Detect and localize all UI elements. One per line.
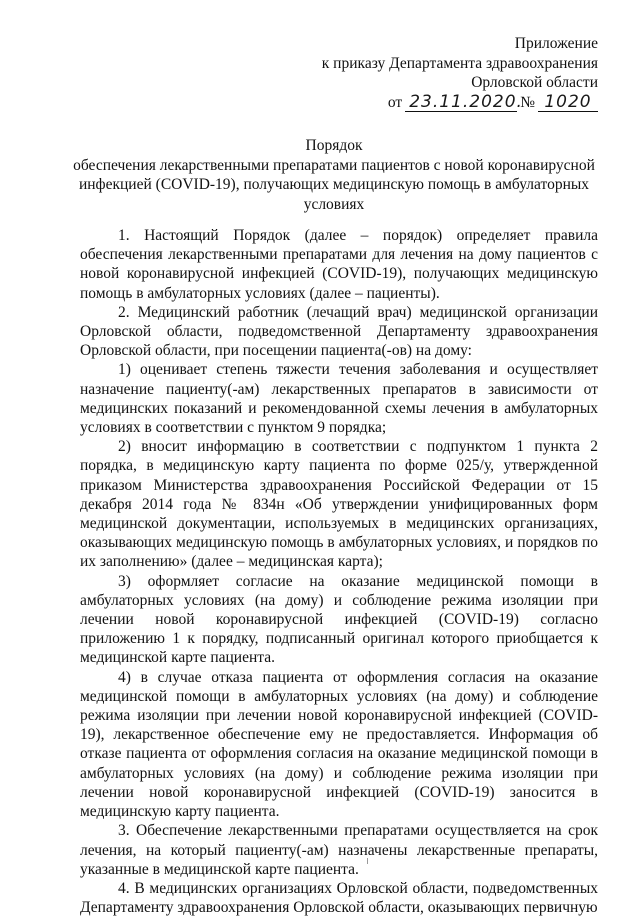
- annex-line-3: Орловской области: [471, 74, 598, 91]
- annex-line-2: к приказу Департамента здравоохранения: [321, 54, 598, 72]
- scan-artifact: [367, 858, 368, 864]
- paragraph-4: 4. В медицинских организациях Орловской области, подведомственных Департаменту здравоохранения Орловской области, оказывающих первичную: [80, 879, 598, 917]
- annex-date-line: [258, 93, 598, 113]
- document-title: [70, 136, 598, 214]
- annex-header: [258, 34, 598, 112]
- document-body: [80, 226, 598, 917]
- paragraph-2-4: 4) в случае отказа пациента от оформления согласия на оказание медицинской помощи в амбулаторных условиях (на дому) и соблюдение режима изоляции при лечении новой коронавирусной инфекцией (COVID-19), лекарственное обеспечение ему не предоставляется. Информация об отказе пациента от оформления согласия на оказание медицинской помощи в амбулаторных условиях (на дому) и соблюдение режима изоляции при лечении новой коронавирусной инфекцией (COVID-19) заносится в медицинскую карту пациента.: [80, 668, 598, 821]
- paragraph-3: 3. Обеспечение лекарственными препаратами осуществляется на срок лечения, на который пациенту(-ам) назначены лекарственные препараты, указанные в медицинской карте пациента.: [80, 822, 598, 878]
- paragraph-2-1: 1) оценивает степень тяжести течения заболевания и осуществляет назначение пациенту(-ам) лекарственных препаратов в зависимости от медицинских показаний и рекомендованной схемы лечения в амбулаторных условиях в соответствии с пунктом 9 порядка;: [80, 361, 598, 437]
- paragraph-1: 1. Настоящий Порядок (далее – порядок) определяет правила обеспечения лекарственными препаратами для лечения на дому пациентов с новой коронавирусной инфекцией (COVID-19), получающих медицинскую помощь в амбулаторных условиях (далее – пациенты).: [80, 227, 598, 302]
- number-prefix: №: [520, 93, 535, 111]
- title-line-1: Порядок: [305, 137, 363, 154]
- date-prefix: от: [387, 93, 403, 111]
- paragraph-2: 2. Медицинский работник (лечащий врач) медицинской организации Орловской области, подведомственной Департаменту здравоохранения Орловской области, при посещении пациента(-ов) на дому:: [80, 303, 598, 360]
- annex-line-1: Приложение: [514, 35, 598, 52]
- paragraph-2-3: 3) оформляет согласие на оказание медицинской помощи в амбулаторных условиях (на дому) и соблюдение режима изоляции при лечении новой коронавирусной инфекцией (COVID-19) согласно приложению 1 к порядку, подписанный оригинал которого приобщается к медицинской карте пациента.: [80, 572, 598, 667]
- title-line-2: обеспечения лекарственными препаратами пациентов с новой коронавирусной инфекцией (COVID-19), получающих медицинскую помощь в амбулаторных условиях: [73, 156, 595, 213]
- handwritten-number: 1020: [538, 94, 598, 112]
- handwritten-date: 23.11.2020.: [405, 94, 517, 112]
- paragraph-2-2: 2) вносит информацию в соответствии с подпунктом 1 пункта 2 порядка, в медицинскую карту пациента по форме 025/у, утвержденной приказом Министерства здравоохранения Российской Федерации от 15 декабря 2014 года № 834н «Об утверждении унифицированных форм медицинской документации, используемых в медицинских организациях, оказывающих медицинскую помощь в амбулаторных условиях, и порядков по их заполнению» (далее – медицинская карта);: [80, 438, 598, 571]
